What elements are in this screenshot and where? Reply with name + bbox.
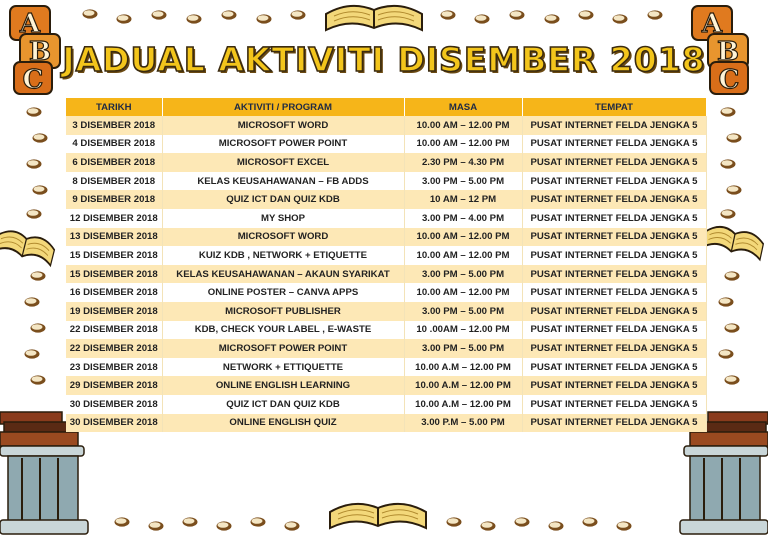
date-cell: 15 DISEMBER 2018 bbox=[66, 246, 162, 265]
table-row bbox=[66, 321, 706, 340]
venue-cell: PUSAT INTERNET FELDA JENGKA 5 bbox=[522, 135, 706, 154]
activity-cell: MICROSOFT EXCEL bbox=[162, 153, 404, 172]
column-header-aktiviti: AKTIVITI / PROGRAM bbox=[162, 98, 404, 116]
activity-cell: KDB, CHECK YOUR LABEL , E-WASTE bbox=[162, 321, 404, 340]
schedule-body bbox=[66, 116, 706, 432]
table-row bbox=[66, 246, 706, 265]
venue-cell: PUSAT INTERNET FELDA JENGKA 5 bbox=[522, 190, 706, 209]
svg-text:A: A bbox=[701, 9, 723, 39]
venue-cell: PUSAT INTERNET FELDA JENGKA 5 bbox=[522, 153, 706, 172]
time-cell: 3.00 PM – 5.00 PM bbox=[404, 172, 522, 191]
table-row bbox=[66, 190, 706, 209]
time-cell: 10.00 AM – 12.00 PM bbox=[404, 283, 522, 302]
venue-cell: PUSAT INTERNET FELDA JENGKA 5 bbox=[522, 228, 706, 247]
svg-text:B: B bbox=[717, 37, 739, 67]
date-cell: 6 DISEMBER 2018 bbox=[66, 153, 162, 172]
activity-cell: MICROSOFT POWER POINT bbox=[162, 339, 404, 358]
time-cell: 10.00 AM – 12.00 PM bbox=[404, 116, 522, 135]
table-row bbox=[66, 376, 706, 395]
svg-text:C: C bbox=[718, 65, 740, 95]
table-row bbox=[66, 153, 706, 172]
activity-cell: KELAS KEUSAHAWANAN – FB ADDS bbox=[162, 172, 404, 191]
date-cell: 3 DISEMBER 2018 bbox=[66, 116, 162, 135]
time-cell: 10.00 A.M – 12.00 PM bbox=[404, 358, 522, 377]
time-cell: 10.00 AM – 12.00 PM bbox=[404, 246, 522, 265]
time-cell: 3.00 P.M – 5.00 PM bbox=[404, 414, 522, 433]
time-cell: 10 .00AM – 12.00 PM bbox=[404, 321, 522, 340]
date-cell: 22 DISEMBER 2018 bbox=[66, 339, 162, 358]
date-cell: 8 DISEMBER 2018 bbox=[66, 172, 162, 191]
venue-cell: PUSAT INTERNET FELDA JENGKA 5 bbox=[522, 321, 706, 340]
table-row bbox=[66, 135, 706, 154]
column-header-tarikh: TARIKH bbox=[66, 98, 162, 116]
activity-cell: MICROSOFT WORD bbox=[162, 116, 404, 135]
venue-cell: PUSAT INTERNET FELDA JENGKA 5 bbox=[522, 302, 706, 321]
table-row bbox=[66, 283, 706, 302]
table-row bbox=[66, 265, 706, 284]
venue-cell: PUSAT INTERNET FELDA JENGKA 5 bbox=[522, 283, 706, 302]
venue-cell: PUSAT INTERNET FELDA JENGKA 5 bbox=[522, 209, 706, 228]
venue-cell: PUSAT INTERNET FELDA JENGKA 5 bbox=[522, 395, 706, 414]
schedule-table bbox=[66, 98, 707, 432]
venue-cell: PUSAT INTERNET FELDA JENGKA 5 bbox=[522, 358, 706, 377]
date-cell: 19 DISEMBER 2018 bbox=[66, 302, 162, 321]
time-cell: 10.00 AM – 12.00 PM bbox=[404, 135, 522, 154]
open-book-icon-bottom bbox=[330, 504, 426, 528]
activity-cell: MICROSOFT WORD bbox=[162, 228, 404, 247]
time-cell: 2.30 PM – 4.30 PM bbox=[404, 153, 522, 172]
svg-text:C: C bbox=[22, 65, 44, 95]
date-cell: 4 DISEMBER 2018 bbox=[66, 135, 162, 154]
venue-cell: PUSAT INTERNET FELDA JENGKA 5 bbox=[522, 116, 706, 135]
activity-cell: MICROSOFT POWER POINT bbox=[162, 135, 404, 154]
activity-cell: MICROSOFT PUBLISHER bbox=[162, 302, 404, 321]
time-cell: 3.00 PM – 5.00 PM bbox=[404, 265, 522, 284]
table-row bbox=[66, 395, 706, 414]
date-cell: 13 DISEMBER 2018 bbox=[66, 228, 162, 247]
activity-cell: ONLINE ENGLISH LEARNING bbox=[162, 376, 404, 395]
activity-cell: QUIZ ICT DAN QUIZ KDB bbox=[162, 395, 404, 414]
venue-cell: PUSAT INTERNET FELDA JENGKA 5 bbox=[522, 265, 706, 284]
date-cell: 22 DISEMBER 2018 bbox=[66, 321, 162, 340]
date-cell: 30 DISEMBER 2018 bbox=[66, 395, 162, 414]
venue-cell: PUSAT INTERNET FELDA JENGKA 5 bbox=[522, 414, 706, 433]
time-cell: 10.00 A.M – 12.00 PM bbox=[404, 395, 522, 414]
table-header-row bbox=[66, 98, 706, 116]
time-cell: 10.00 AM – 12.00 PM bbox=[404, 228, 522, 247]
table-row bbox=[66, 358, 706, 377]
venue-cell: PUSAT INTERNET FELDA JENGKA 5 bbox=[522, 339, 706, 358]
date-cell: 29 DISEMBER 2018 bbox=[66, 376, 162, 395]
activity-cell: ONLINE ENGLISH QUIZ bbox=[162, 414, 404, 433]
date-cell: 15 DISEMBER 2018 bbox=[66, 265, 162, 284]
activity-cell: QUIZ ICT DAN QUIZ KDB bbox=[162, 190, 404, 209]
table-row bbox=[66, 339, 706, 358]
svg-text:B: B bbox=[29, 37, 51, 67]
open-book-icon-right bbox=[702, 224, 765, 260]
table-row bbox=[66, 116, 706, 135]
activity-cell: NETWORK + ETTIQUETTE bbox=[162, 358, 404, 377]
venue-cell: PUSAT INTERNET FELDA JENGKA 5 bbox=[522, 172, 706, 191]
table-row bbox=[66, 172, 706, 191]
date-cell: 12 DISEMBER 2018 bbox=[66, 209, 162, 228]
table-row bbox=[66, 414, 706, 433]
time-cell: 3.00 PM – 5.00 PM bbox=[404, 302, 522, 321]
page-title: JADUAL AKTIVITI DISEMBER 2018 bbox=[62, 40, 706, 79]
date-cell: 9 DISEMBER 2018 bbox=[66, 190, 162, 209]
venue-cell: PUSAT INTERNET FELDA JENGKA 5 bbox=[522, 246, 706, 265]
time-cell: 10 AM – 12 PM bbox=[404, 190, 522, 209]
open-book-icon-top bbox=[326, 6, 422, 30]
table-row bbox=[66, 209, 706, 228]
date-cell: 16 DISEMBER 2018 bbox=[66, 283, 162, 302]
time-cell: 3.00 PM – 5.00 PM bbox=[404, 339, 522, 358]
activity-cell: KUIZ KDB , NETWORK + ETIQUETTE bbox=[162, 246, 404, 265]
svg-text:A: A bbox=[19, 9, 41, 39]
venue-cell: PUSAT INTERNET FELDA JENGKA 5 bbox=[522, 376, 706, 395]
date-cell: 23 DISEMBER 2018 bbox=[66, 358, 162, 377]
column-header-tempat: TEMPAT bbox=[522, 98, 706, 116]
activity-cell: MY SHOP bbox=[162, 209, 404, 228]
time-cell: 10.00 A.M – 12.00 PM bbox=[404, 376, 522, 395]
column-header-masa: MASA bbox=[404, 98, 522, 116]
table-row bbox=[66, 302, 706, 321]
activity-cell: KELAS KEUSAHAWANAN – AKAUN SYARIKAT bbox=[162, 265, 404, 284]
table-row bbox=[66, 228, 706, 247]
time-cell: 3.00 PM – 4.00 PM bbox=[404, 209, 522, 228]
activity-cell: ONLINE POSTER – CANVA APPS bbox=[162, 283, 404, 302]
date-cell: 30 DISEMBER 2018 bbox=[66, 414, 162, 433]
open-book-icon-left bbox=[0, 228, 56, 266]
